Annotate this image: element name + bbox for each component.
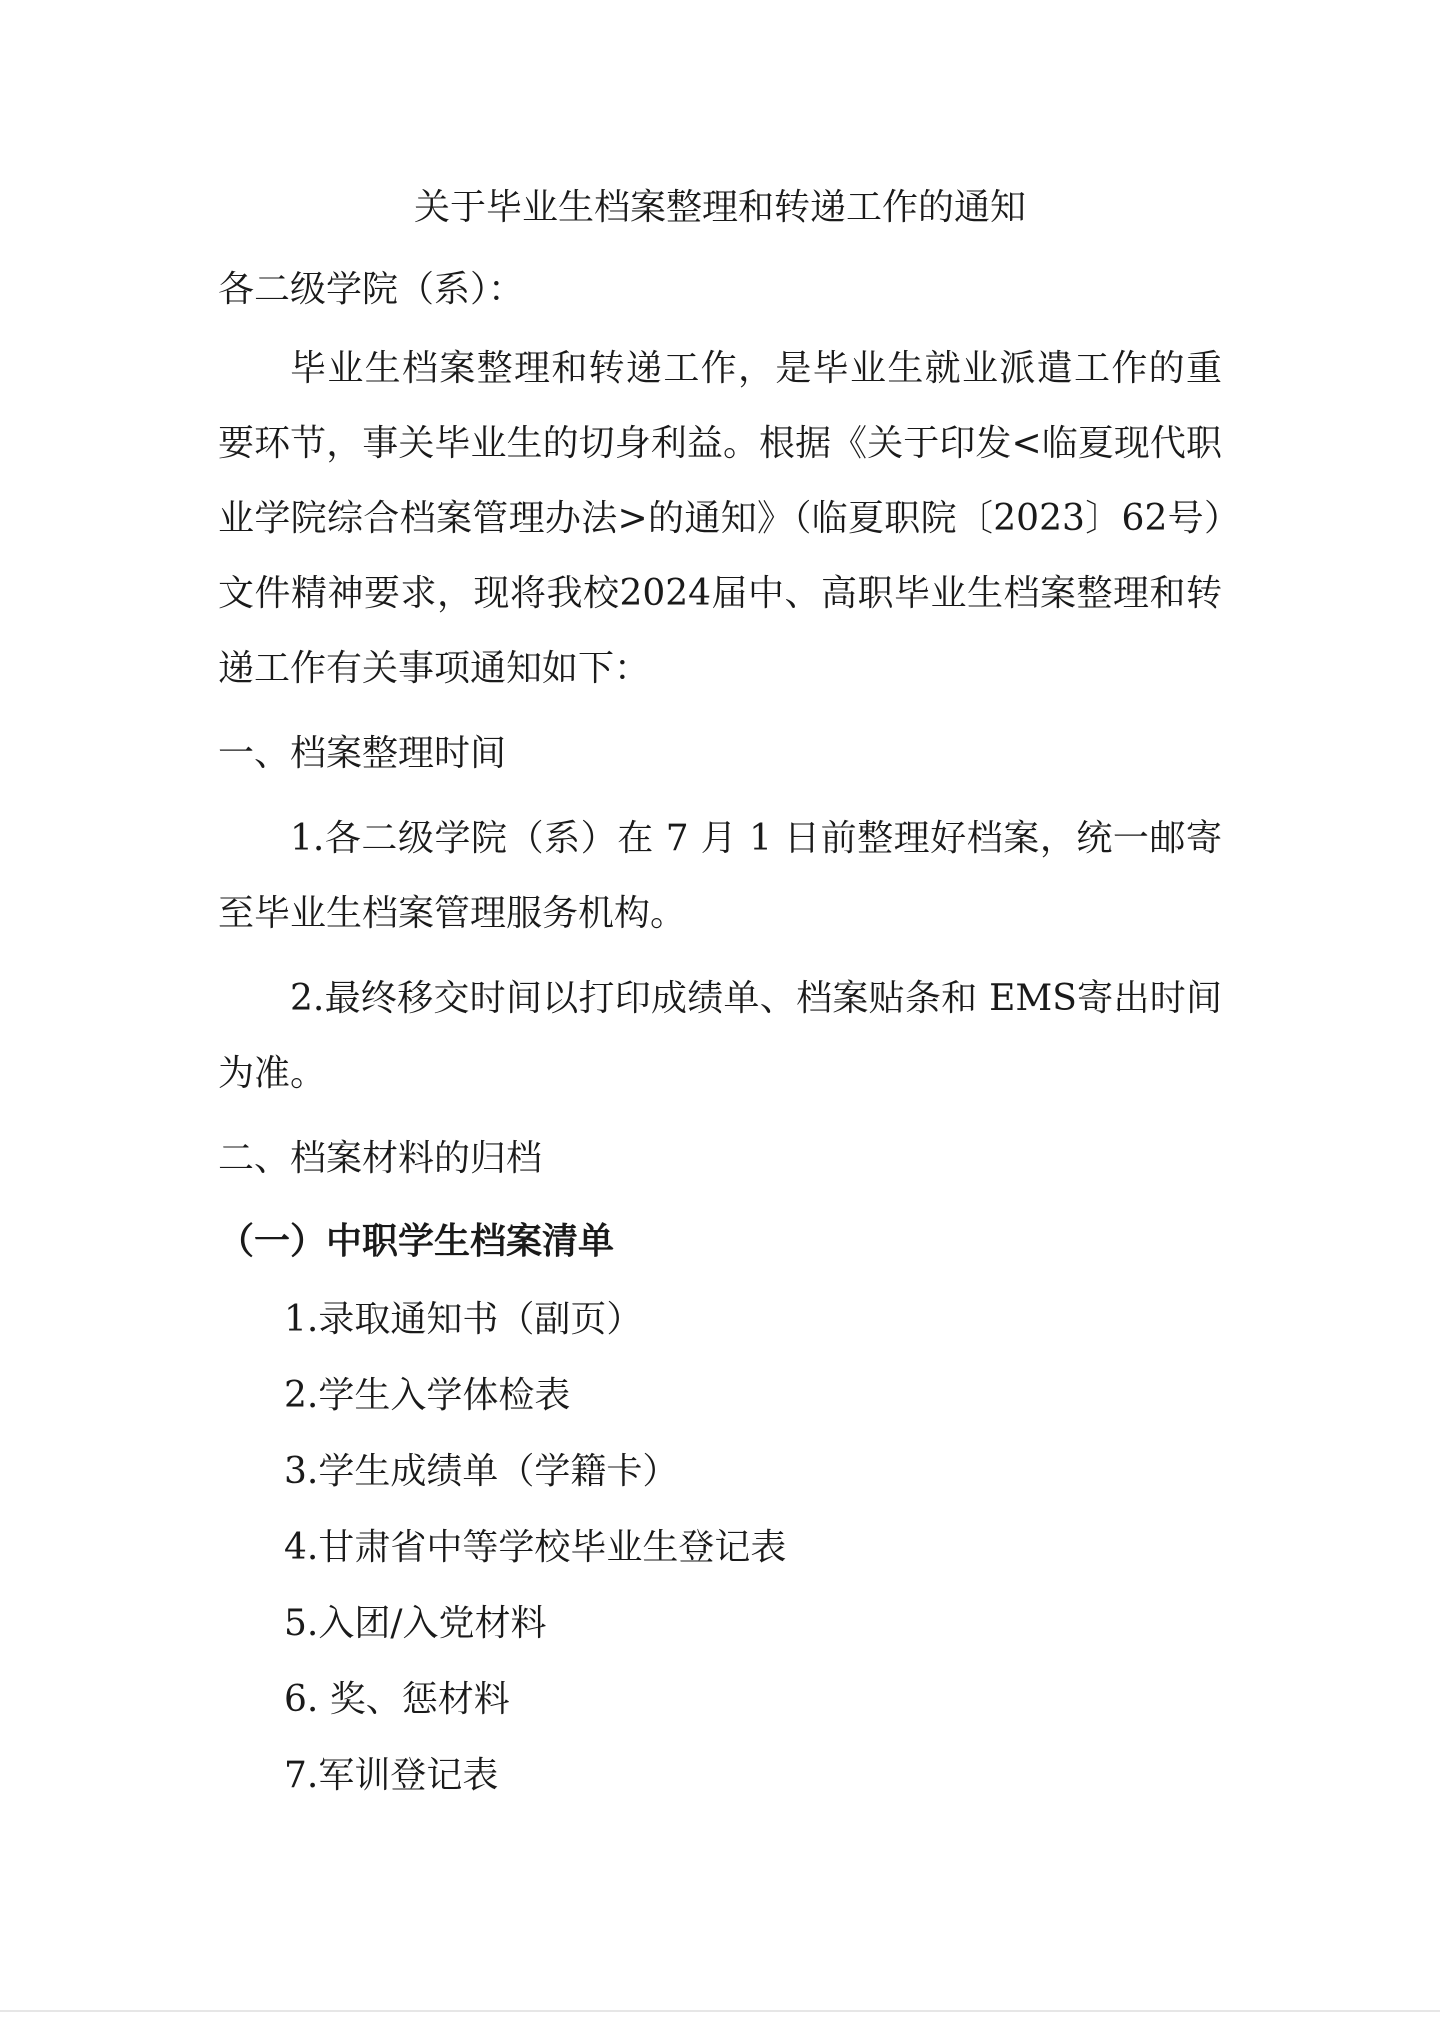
document-title: 关于毕业生档案整理和转递工作的通知 [413, 187, 1026, 228]
list-item: 3.学生成绩单（学籍卡） [284, 1451, 679, 1492]
section-2-subheading: （一）中职学生档案清单 [218, 1221, 615, 1262]
intro-paragraph: 毕业生档案整理和转递工作，是毕业生就业派遣工作的重要环节，事关毕业生的切身利益。根据《关于印发<临夏现代职业学院综合档案管理办法>的通知》（临夏职院〔2023〕62号）文件精神要求，现将我校2024届中、高职毕业生档案整理和转递工作有关事项通知如下： [218, 348, 1222, 689]
page-bottom-divider [0, 2010, 1440, 2012]
section-2-heading: 二、档案材料的归档 [218, 1138, 543, 1179]
list-item: 4.甘肃省中等学校毕业生登记表 [284, 1527, 787, 1568]
salutation: 各二级学院（系）： [218, 269, 525, 310]
document-body [218, 178, 1222, 1814]
list-item: 2.学生入学体检表 [284, 1375, 571, 1416]
list-item: 6. 奖、惩材料 [284, 1679, 510, 1720]
section-1-item-2: 2.最终移交时间以打印成绩单、档案贴条和 EMS寄出时间为准。 [218, 978, 1222, 1094]
list-item: 7.军训登记表 [284, 1755, 499, 1796]
list-item: 5.入团/入党材料 [284, 1603, 547, 1644]
section-1-item-1: 1.各二级学院（系）在 7 月 1 日前整理好档案，统一邮寄至毕业生档案管理服务机构。 [218, 818, 1222, 934]
archive-checklist [218, 1282, 1222, 1814]
section-1-heading: 一、档案整理时间 [218, 733, 507, 774]
list-item: 1.录取通知书（副页） [284, 1299, 643, 1340]
